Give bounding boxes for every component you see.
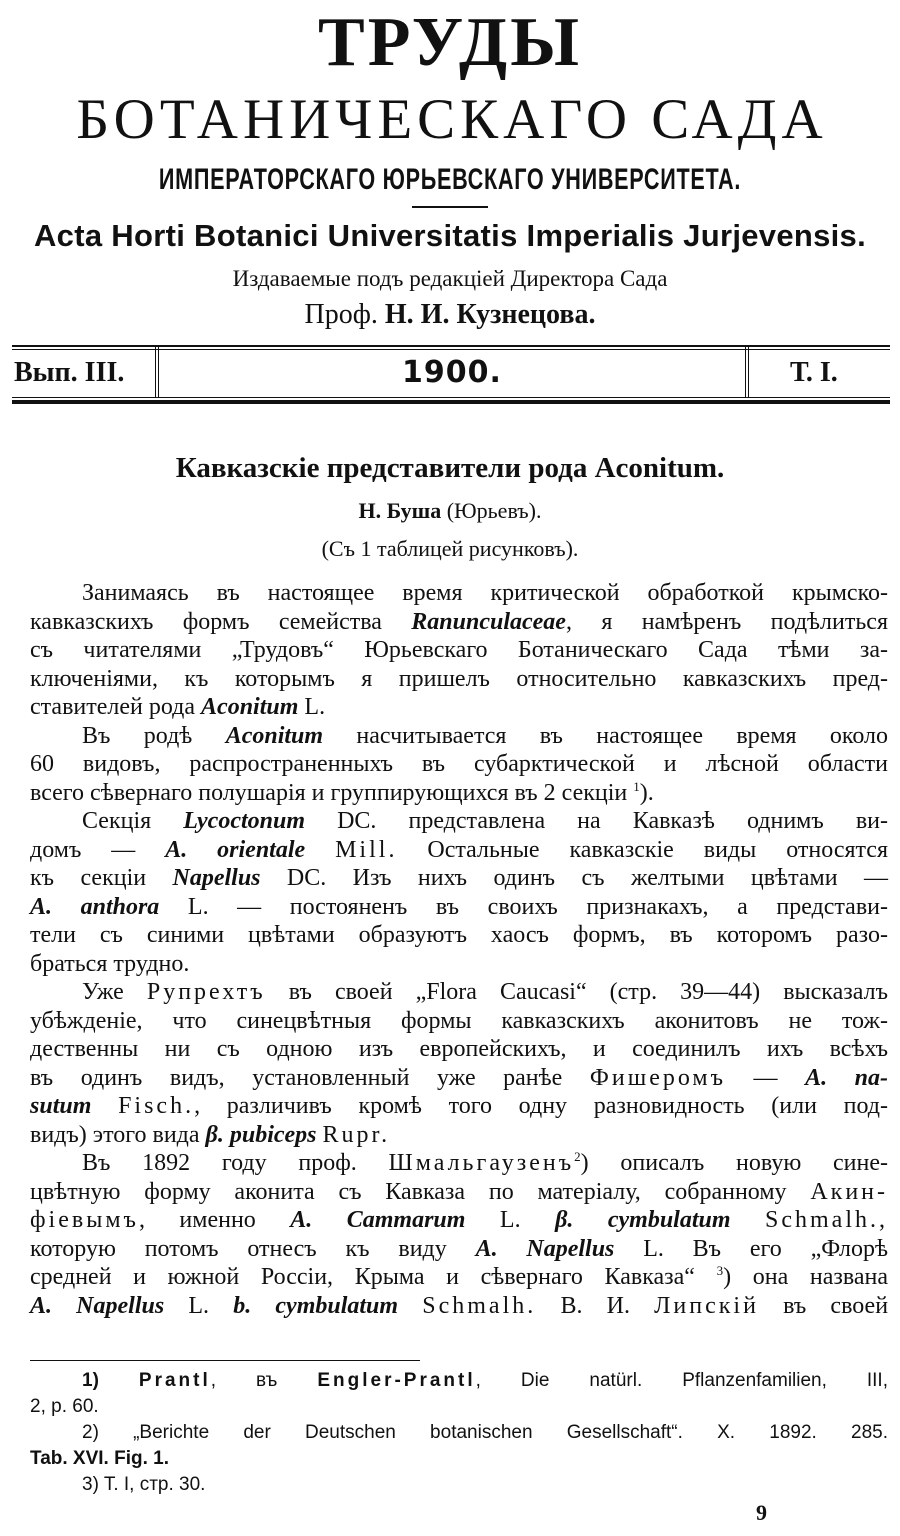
body-line bbox=[30, 1121, 888, 1150]
text-run: Занимаясь въ настоящее время критической обработкой крымско- bbox=[82, 580, 888, 606]
issue-divider bbox=[155, 346, 156, 398]
text-run: цвѣтную форму аконита съ Кавказа по матеріалу, собранному bbox=[30, 1178, 811, 1205]
taxon-name: A. Cammarum bbox=[290, 1207, 466, 1233]
journal-subtitle: БОТАНИЧЕСКАГО САДА bbox=[76, 88, 828, 151]
taxon-name: b. cymbulatum bbox=[233, 1292, 399, 1319]
text-run: Въ родѣ bbox=[82, 722, 226, 749]
text-run: , Die natürl. Pflanzenfamilien, III, bbox=[475, 1370, 888, 1391]
text-run: въ одинъ видъ, установленный уже ранѣе bbox=[30, 1064, 590, 1091]
body-line bbox=[30, 921, 888, 950]
text-run: въ своей bbox=[758, 1292, 889, 1319]
text-run: средней и южной Россіи, Крыма и сѣвернаго Кавказа“ bbox=[30, 1264, 717, 1290]
issue-top-rule bbox=[12, 345, 890, 347]
footnote-ref: 2 bbox=[574, 1149, 581, 1164]
text-run bbox=[731, 1207, 765, 1233]
text-run: тели съ синими цвѣтами образуютъ хаосъ формъ, въ которомъ разо- bbox=[30, 922, 888, 948]
article-body bbox=[30, 579, 888, 1320]
text-run: , именно bbox=[138, 1207, 291, 1233]
taxon-name: Napellus bbox=[172, 865, 261, 891]
spaced-name: Prantl bbox=[138, 1370, 211, 1391]
text-run: ставителей рода bbox=[30, 694, 202, 720]
text-run: 60 видовъ, распространенныхъ въ субарктической и лѣсной области bbox=[30, 751, 888, 777]
body-line bbox=[30, 750, 888, 779]
issue-volume: Т. I. bbox=[790, 357, 838, 388]
text-run bbox=[91, 1093, 118, 1119]
spaced-name: Mill. bbox=[335, 836, 398, 863]
footnote-line bbox=[30, 1394, 888, 1420]
taxon-name: Ranunculaceae bbox=[411, 608, 566, 635]
spaced-name: Рупрехтъ bbox=[146, 979, 266, 1005]
text-run: L. bbox=[465, 1207, 556, 1233]
page-number: 9 bbox=[756, 1500, 767, 1525]
text-run: 2) „Berichte der Deutschen botanischen Gesellschaft“. X. 1892. 285. bbox=[82, 1422, 888, 1443]
text-run: насчитывается въ настоящее время около bbox=[323, 722, 889, 749]
footnote-line bbox=[30, 1446, 888, 1472]
body-line bbox=[30, 779, 888, 808]
taxon-name: Lycoctonum bbox=[183, 808, 306, 834]
text-run: 2, p. 60. bbox=[30, 1396, 99, 1417]
author-place: (Юрьевъ). bbox=[446, 498, 542, 523]
spaced-name: Fisch. bbox=[118, 1093, 195, 1119]
text-run: Секція bbox=[82, 808, 184, 834]
spaced-name: фіевымъ bbox=[30, 1207, 139, 1233]
body-line bbox=[30, 693, 888, 722]
body-line bbox=[30, 893, 888, 922]
body-line bbox=[30, 1092, 888, 1121]
text-run: кавказскихъ формъ семейства bbox=[30, 608, 412, 635]
editor-line: Издаваемые подъ редакціей Директора Сада bbox=[232, 266, 668, 291]
issue-top-rule-2 bbox=[12, 349, 890, 350]
editor-name: Н. И. Кузнецова. bbox=[384, 299, 596, 330]
text-run: ). bbox=[639, 779, 654, 806]
text-run: L. bbox=[164, 1292, 234, 1319]
taxon-name: Aconitum bbox=[201, 694, 299, 720]
body-line bbox=[30, 1235, 888, 1264]
body-line bbox=[30, 1007, 888, 1036]
text-run: L. Въ его „Флорѣ bbox=[614, 1235, 889, 1262]
text-run: ) она названа bbox=[723, 1264, 888, 1290]
text-run: В. И. bbox=[536, 1292, 655, 1319]
issue-bottom-rule-thick bbox=[12, 400, 890, 404]
editor-prefix: Проф. bbox=[304, 299, 378, 330]
footnote-line bbox=[30, 1368, 888, 1394]
text-run bbox=[305, 837, 335, 863]
text-run: видъ) этого вида bbox=[30, 1121, 206, 1148]
text-run: Остальные кавказскіе виды относятся bbox=[397, 836, 888, 863]
text-run: 1) bbox=[82, 1370, 139, 1391]
body-line bbox=[30, 836, 888, 865]
text-run: , я намѣренъ подѣлиться bbox=[565, 608, 888, 635]
text-run: всего сѣвернаго полушарія и группирующихся въ 2 секціи bbox=[30, 779, 634, 806]
spaced-name: Шмальгаузенъ bbox=[388, 1150, 575, 1176]
article-title: Кавказскіе представители рода Aconitum. bbox=[175, 452, 725, 484]
text-run: къ секціи bbox=[30, 865, 173, 891]
issue-part: Вып. III. bbox=[14, 357, 125, 388]
spaced-name: Акин- bbox=[810, 1178, 888, 1205]
text-run: которую потомъ отнесъ къ виду bbox=[30, 1235, 476, 1262]
text-run: браться трудно. bbox=[30, 950, 190, 977]
author-name: Н. Буша bbox=[358, 498, 442, 523]
editor bbox=[0, 298, 900, 332]
taxon-name: β. pubiceps bbox=[205, 1121, 317, 1148]
taxon-name: A. Napellus bbox=[30, 1292, 165, 1319]
taxon-name: A. na- bbox=[805, 1064, 888, 1091]
spaced-name: Rupr. bbox=[322, 1121, 391, 1148]
text-run: Въ 1892 году проф. bbox=[82, 1150, 389, 1176]
journal-title: ТРУДЫ bbox=[318, 4, 582, 81]
body-line bbox=[30, 864, 888, 893]
body-line bbox=[30, 1206, 888, 1235]
body-line bbox=[30, 608, 888, 637]
institution-name: ИМПЕРАТОРСКАГО ЮРЬЕВСКАГО УНИВЕРСИТЕТА. bbox=[158, 163, 742, 196]
text-run: въ своей „Flora Caucasi“ (стр. 39—44) высказалъ bbox=[265, 979, 888, 1005]
latin-title: Acta Horti Botanici Universitatis Imperialis Jurjevensis. bbox=[34, 218, 866, 253]
text-run bbox=[398, 1293, 422, 1319]
text-run: L. bbox=[298, 694, 326, 720]
title-divider bbox=[412, 206, 488, 208]
body-line bbox=[30, 1064, 888, 1093]
body-line bbox=[30, 1292, 888, 1321]
body-line bbox=[30, 636, 888, 665]
taxon-name: A. anthora bbox=[30, 893, 160, 920]
text-run: дественны ни съ одною изъ европейскихъ, и соединилъ ихъ всѣхъ bbox=[30, 1036, 888, 1062]
spaced-name: Schmalh., bbox=[765, 1207, 889, 1233]
issue-divider bbox=[748, 346, 749, 398]
spaced-name: Schmalh. bbox=[422, 1292, 537, 1319]
text-run: Tab. XVI. Fig. 1. bbox=[30, 1448, 170, 1469]
footnote-rule bbox=[30, 1360, 420, 1361]
body-line bbox=[30, 579, 888, 608]
body-line bbox=[30, 1149, 888, 1178]
body-line bbox=[30, 722, 888, 751]
taxon-name: Aconitum bbox=[225, 722, 324, 749]
taxon-name: A. Napellus bbox=[475, 1235, 615, 1262]
article-plates-note: (Съ 1 таблицей рисунковъ). bbox=[321, 536, 579, 561]
spaced-name: Липскій bbox=[654, 1292, 759, 1319]
text-run: Уже bbox=[82, 979, 147, 1005]
text-run: L. — постояненъ въ своихъ признакахъ, а представи- bbox=[159, 893, 889, 920]
body-line bbox=[30, 1035, 888, 1064]
text-run: домъ — bbox=[30, 836, 166, 863]
text-run: съ читателями „Трудовъ“ Юрьевскаго Ботаническаго Сада тѣми за- bbox=[30, 637, 888, 663]
article-author bbox=[0, 496, 900, 526]
text-run: 3) T. I, стр. 30. bbox=[82, 1474, 206, 1495]
issue-year: 1900. bbox=[402, 355, 502, 390]
text-run: , различивъ кромѣ того одну разновидность (или под- bbox=[194, 1093, 888, 1119]
body-line bbox=[30, 1178, 888, 1207]
text-run: убѣжденіе, что синецвѣтныя формы кавказскихъ аконитовъ не тож- bbox=[30, 1007, 888, 1034]
footnote-ref: 1 bbox=[633, 778, 640, 794]
taxon-name: A. orientale bbox=[165, 836, 306, 863]
issue-bottom-rule bbox=[12, 397, 890, 398]
text-run: , въ bbox=[210, 1370, 318, 1391]
footnote-line bbox=[30, 1420, 888, 1446]
body-line bbox=[30, 665, 888, 694]
text-run: ) описалъ новую сине- bbox=[580, 1150, 888, 1176]
text-run: ключеніями, къ которымъ я пришелъ относительно кавказскихъ пред- bbox=[30, 665, 888, 692]
footnotes bbox=[30, 1368, 888, 1498]
taxon-name: β. cymbulatum bbox=[555, 1207, 731, 1233]
body-line bbox=[30, 1263, 888, 1292]
footnote-ref: 3 bbox=[716, 1263, 724, 1278]
text-run: DC. представлена на Кавказѣ однимъ ви- bbox=[305, 808, 889, 834]
spaced-name: Фишеромъ bbox=[589, 1064, 726, 1091]
text-run: — bbox=[725, 1064, 806, 1091]
body-line bbox=[30, 950, 888, 979]
spaced-name: Engler-Prantl bbox=[317, 1370, 476, 1391]
taxon-name: sutum bbox=[30, 1093, 92, 1119]
text-run: DC. Изъ нихъ одинъ съ желтыми цвѣтами — bbox=[260, 865, 888, 891]
body-line bbox=[30, 807, 888, 836]
body-line bbox=[30, 978, 888, 1007]
footnote-line bbox=[30, 1472, 888, 1498]
